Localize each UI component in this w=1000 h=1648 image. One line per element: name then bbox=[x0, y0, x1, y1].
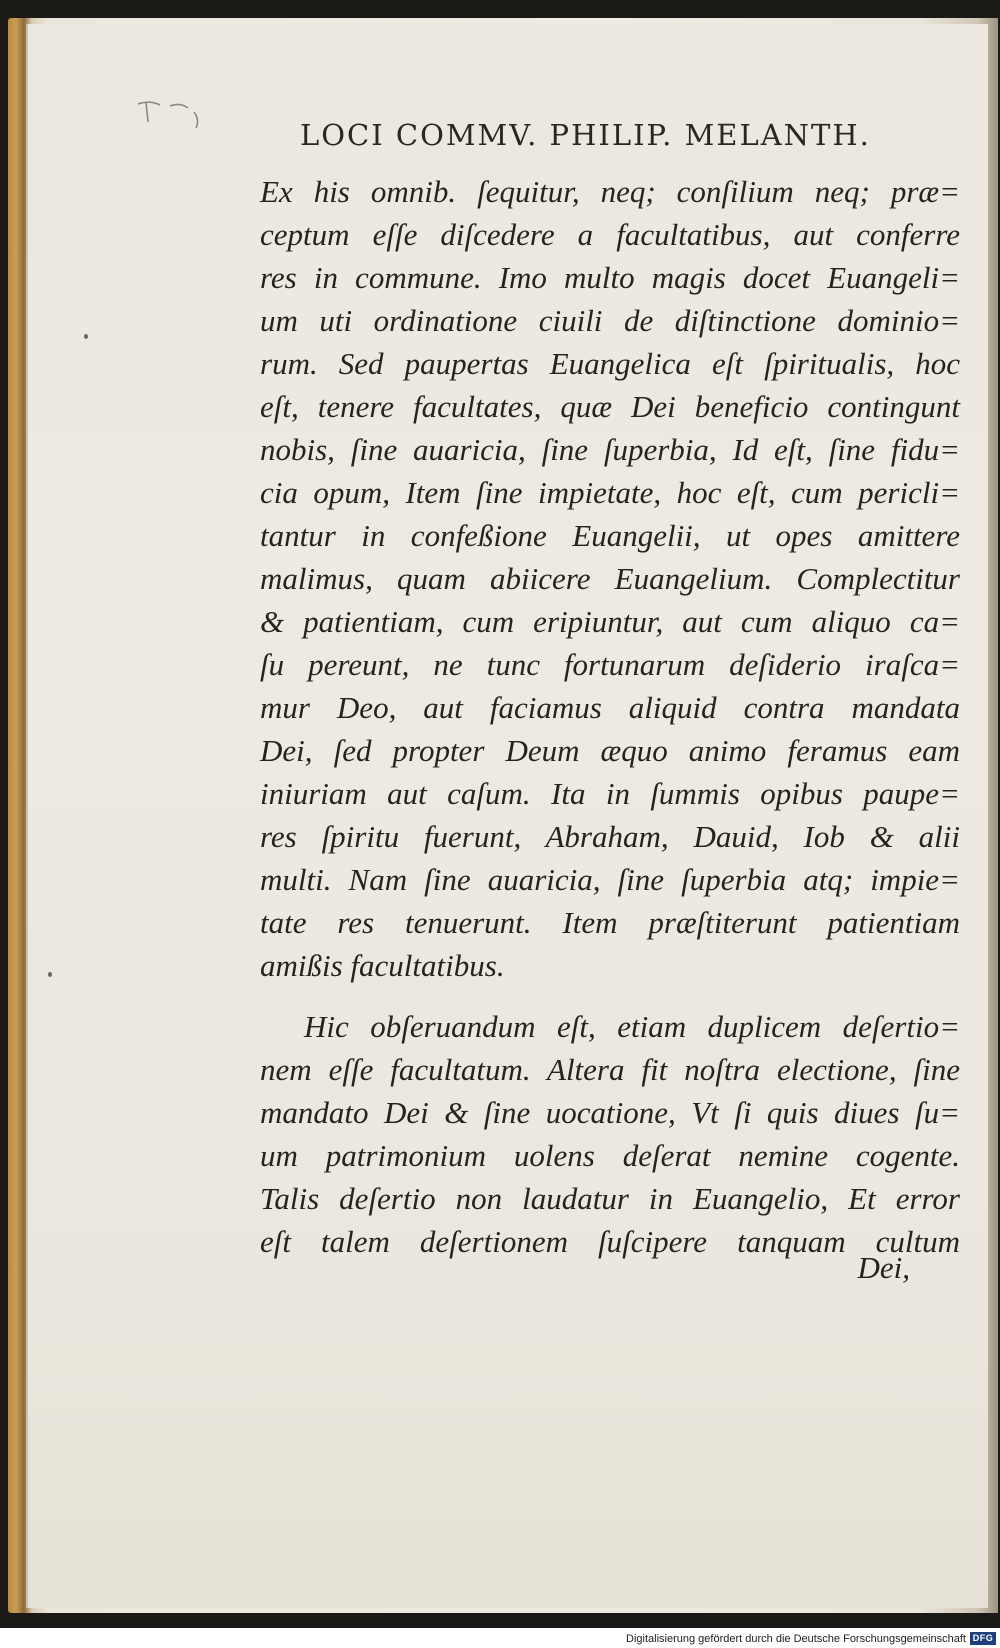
body-text bbox=[260, 170, 960, 1263]
text-line: nem eſſe facultatum. Altera fit noſtra electione, ſine bbox=[260, 1052, 960, 1087]
text-line: um patrimonium uolens deſerat nemine cogente. bbox=[260, 1138, 960, 1173]
running-header: LOCI COMMV. PHILIP. MELANTH. bbox=[300, 118, 871, 152]
catchword: Dei, bbox=[857, 1250, 910, 1285]
pencil-mark-icon bbox=[136, 96, 208, 130]
text-line: Talis deſertio non laudatur in Euangelio, Et error bbox=[260, 1181, 960, 1216]
text-line: malimus, quam abiicere Euangelium. Complectitur bbox=[260, 561, 960, 596]
text-line: Dei, ſed propter Deum æquo animo feramus eam bbox=[260, 733, 960, 768]
dfg-logo-icon: DFG bbox=[970, 1632, 996, 1645]
text-line: Hic obſeruandum eſt, etiam duplicem deſertio= bbox=[304, 1009, 960, 1044]
text-line: um uti ordinatione ciuili de diſtinctione dominio= bbox=[260, 303, 960, 338]
text-line: tate res tenuerunt. Item præſtiterunt patientiam bbox=[260, 905, 960, 940]
text-line: mur Deo, aut faciamus aliquid contra mandata bbox=[260, 690, 960, 725]
text-line: rum. Sed paupertas Euangelica eſt ſpiritualis, hoc bbox=[260, 346, 960, 381]
text-line: mandato Dei & ſine uocatione, Vt ſi quis diues ſu= bbox=[260, 1095, 960, 1130]
digitization-footer bbox=[0, 1628, 1000, 1648]
stray-mark bbox=[48, 972, 52, 977]
text-line: res in commune. Imo multo magis docet Euangeli= bbox=[260, 260, 960, 295]
text-line: nobis, ſine auaricia, ſine ſuperbia, Id eſt, ſine fidu= bbox=[260, 432, 960, 467]
text-line: cia opum, Item ſine impietate, hoc eſt, cum pericli= bbox=[260, 475, 960, 510]
text-line: ſu pereunt, ne tunc fortunarum deſiderio iraſca= bbox=[260, 647, 960, 682]
text-line: ceptum eſſe diſcedere a facultatibus, aut conferre bbox=[260, 217, 960, 252]
stray-mark bbox=[84, 334, 88, 339]
text-line: eſt, tenere facultates, quæ Dei beneficio contingunt bbox=[260, 389, 960, 424]
text-line: tantur in confeßione Euangelii, ut opes amittere bbox=[260, 518, 960, 553]
text-line: & patientiam, cum eripiuntur, aut cum aliquo ca= bbox=[260, 604, 960, 639]
funding-credit: Digitalisierung gefördert durch die Deutsche Forschungsgemeinschaft bbox=[626, 1633, 966, 1645]
text-line: amißis facultatibus. bbox=[260, 948, 505, 983]
text-line: res ſpiritu fuerunt, Abraham, Dauid, Iob & alii bbox=[260, 819, 960, 854]
text-line: Ex his omnib. ſequitur, neq; conſilium neq; præ= bbox=[260, 174, 960, 209]
text-line: multi. Nam ſine auaricia, ſine ſuperbia atq; impie= bbox=[260, 862, 960, 897]
text-line: iniuriam aut caſum. Ita in ſummis opibus paupe= bbox=[260, 776, 960, 811]
text-line: eſt talem deſertionem ſuſcipere tanquam cultum bbox=[260, 1224, 960, 1259]
